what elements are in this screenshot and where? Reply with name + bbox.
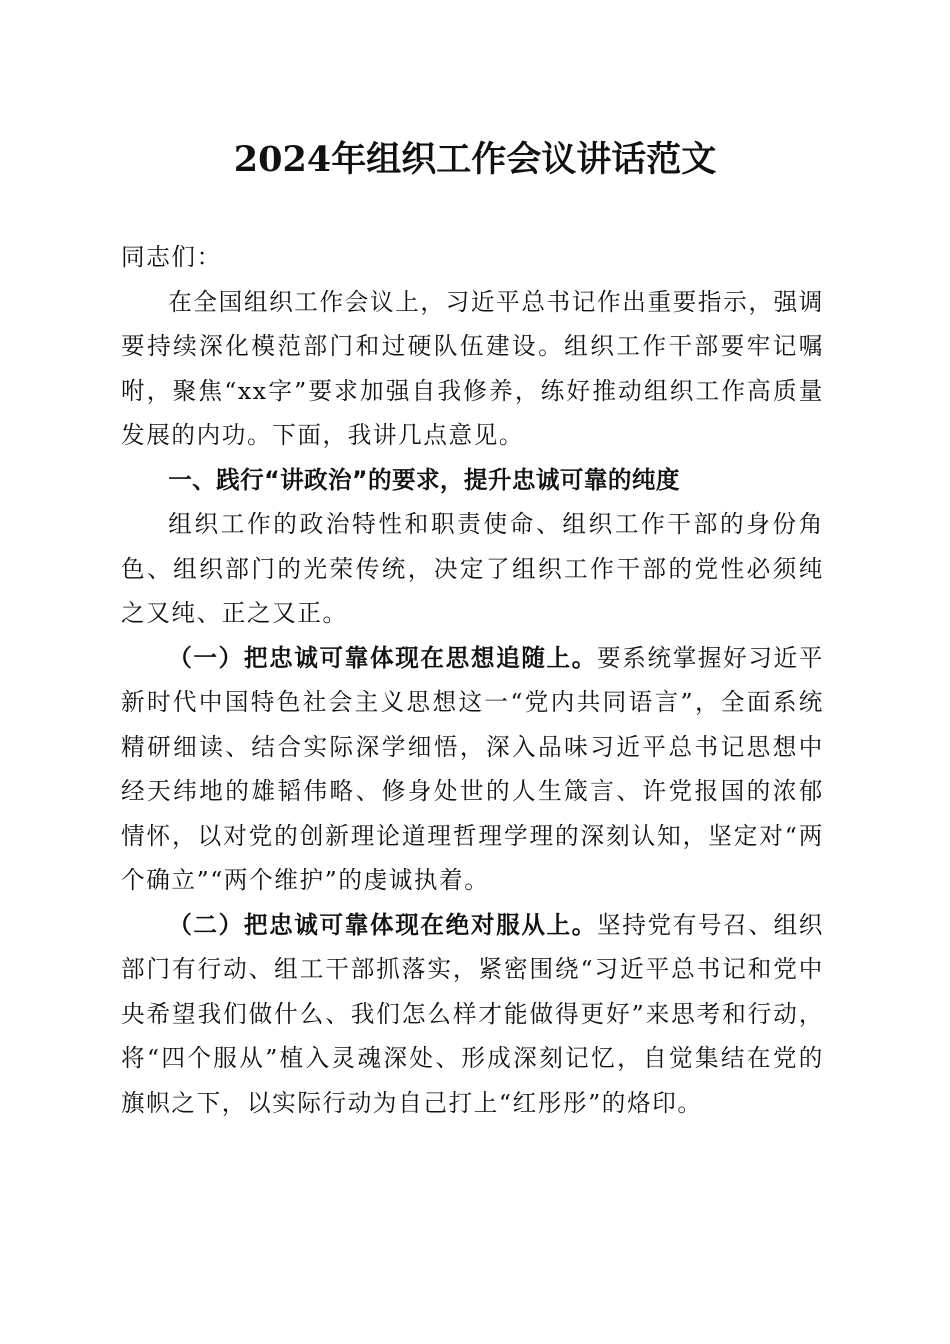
salutation: 同志们： (121, 243, 222, 271)
sub-item-1 (121, 636, 824, 903)
document-body (121, 235, 824, 1125)
document-title: 2024年组织工作会议讲话范文 (233, 139, 717, 180)
sub-item-2 (121, 903, 824, 1126)
sub-item-1-text: 要系统掌握好习近平新时代中国特色社会主义思想这一“党内共同语言”，全面系统精研细读、结合实际深学细悟，深入品味习近平总书记思想中经天纬地的雄韬伟略、修身处世的人生箴言、许党报国的浓郁情怀，以对党的创新理论道理哲理学理的深刻认知，坚定对“两个确立”“两个维护”的虔诚执着。 (121, 643, 825, 894)
section-paragraph: 组织工作的政治特性和职责使命、组织工作干部的身份角色、组织部门的光荣传统，决定了组织工作干部的党性必须纯之又纯、正之又正。 (121, 510, 824, 627)
sub-item-2-text: 坚持党有号召、组织部门有行动、组工干部抓落实，紧密围绕“习近平总书记和党中央希望我们做什么、我们怎么样才能做得更好”来思考和行动，将“四个服从”植入灵魂深处、形成深刻记忆，自觉集结在党的旗帜之下，以实际行动为自己打上“红彤彤”的烙印。 (121, 910, 825, 1117)
sub-item-1-lead: （一）把忠诚可靠体现在思想追随上。 (168, 643, 598, 672)
intro-paragraph: 在全国组织工作会议上，习近平总书记作出重要指示，强调要持续深化模范部门和过硬队伍建设。组织工作干部要牢记嘱咐，聚焦“xx字”要求加强自我修养，练好推动组织工作高质量发展的内功。下面，我讲几点意见。 (121, 287, 824, 449)
sub-item-2-lead: （二）把忠诚可靠体现在绝对服从上。 (168, 910, 598, 939)
section-heading: 一、践行“讲政治”的要求，提升忠诚可靠的纯度 (168, 465, 680, 494)
